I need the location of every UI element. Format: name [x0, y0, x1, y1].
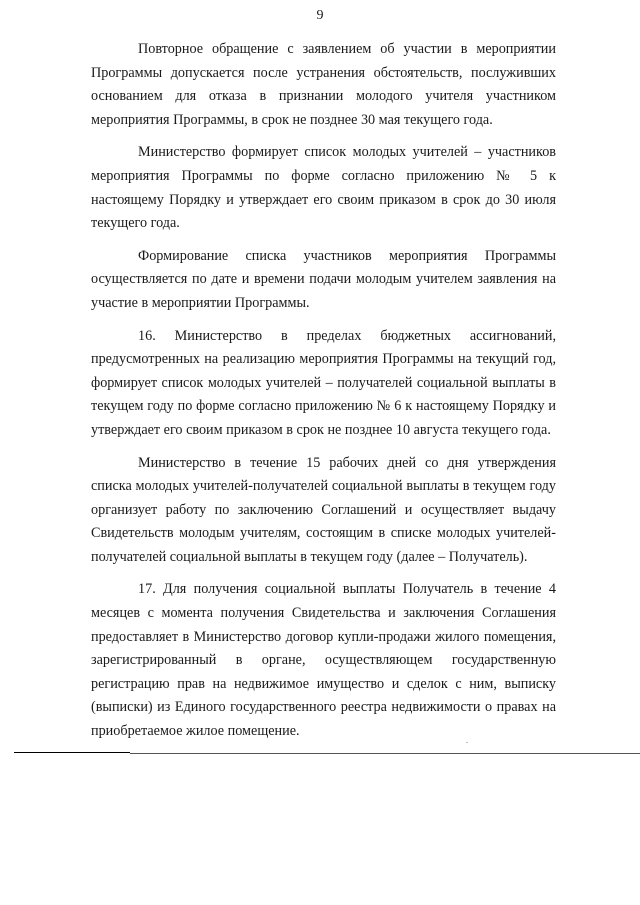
paragraph-item-16: 16. Министерство в пределах бюджетных ассигнований, предусмотренных на реализацию мероприятия Программы на текущий год, формирует список молодых учителей – получателей социальной выплаты в текущем году по форме согласно приложению № 6 к настоящему Порядку и утверждает его своим приказом в срок не позднее 10 августа текущего года. — [91, 327, 556, 438]
paragraph-item-17: 17. Для получения социальной выплаты Получатель в течение 4 месяцев с момента получения Свидетельства и заключения Соглашения предоставляет в Министерство договор купли-продажи жилого помещения, зарегистрированный в органе, осуществляющем государственную регистрацию прав на недвижимое имущество и сделок с ним, выписку (выписки) из Единого государственного реестра недвижимости о правах на приобретаемое жилое помещение. — [91, 581, 556, 740]
paragraph-participants-list: Министерство формирует список молодых учителей – участников мероприятия Программы по форме согласно приложению № 5 к настоящему Порядку и утверждает его своим приказом в срок до 30 июля текущего года. — [91, 144, 556, 232]
paragraph-agreements: Министерство в течение 15 рабочих дней со дня утверждения списка молодых учителей-получателей социальной выплаты в текущем году организует работу по заключению Соглашений и осуществляет выдачу Свидетельств молодым учителям, состоящим в списке молодых учителей-получателей социальной выплаты в текущем году (далее – Получатель). — [91, 454, 556, 565]
footer-separator-left — [14, 752, 130, 753]
paragraph-list-formation: Формирование списка участников мероприятия Программы осуществляется по дате и времени подачи молодым учителем заявления на участие в мероприятии Программы. — [91, 247, 556, 311]
paragraph-reapplication: Повторное обращение с заявлением об участии в мероприятии Программы допускается после устранения обстоятельств, послуживших основанием для отказа в признании молодого учителя участником мероприятия Программы, в срок не позднее 30 мая текущего года. — [91, 41, 556, 128]
page-number: 9 — [316, 8, 324, 23]
footer-separator-right — [130, 753, 640, 754]
scan-speck — [466, 742, 468, 743]
document-body — [91, 38, 556, 753]
